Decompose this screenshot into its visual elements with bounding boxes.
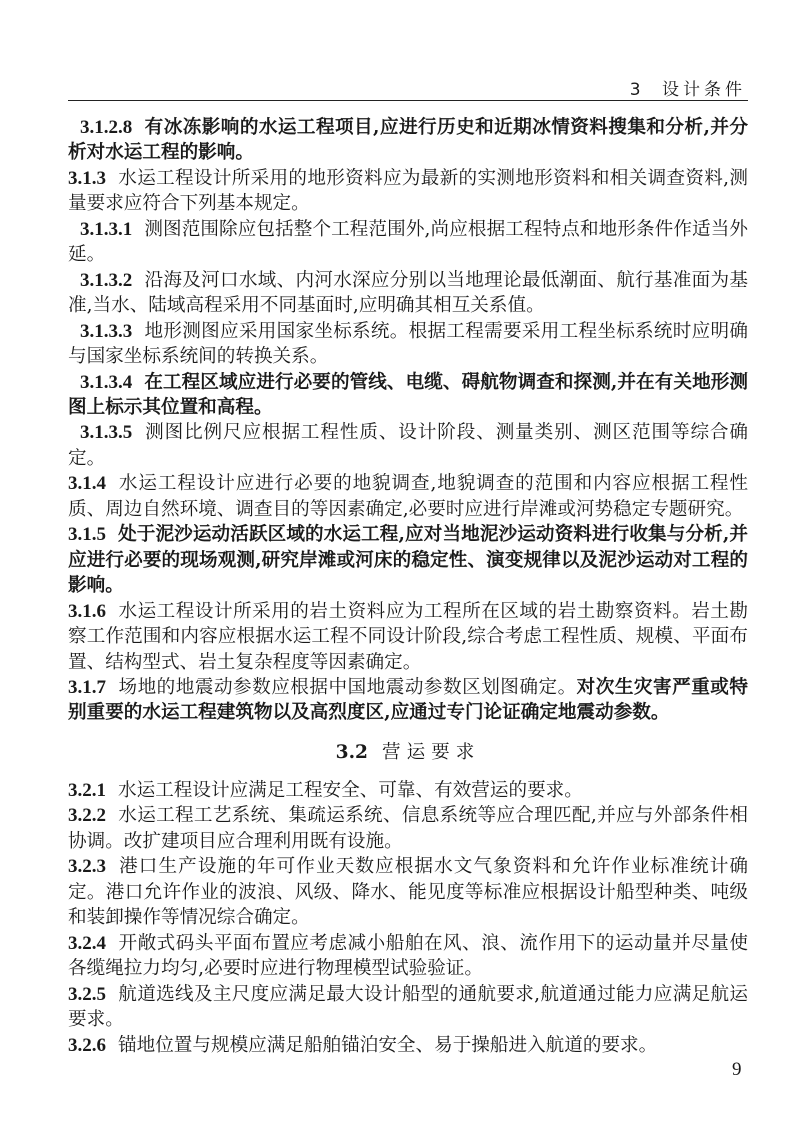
clause-number: 3.2.3 bbox=[68, 856, 106, 878]
clause-text: 水运工程设计所采用的岩土资料应为工程所在区域的岩土勘察资料。岩土勘察工作范围和内容应根据水运工程不同设计阶段,综合考虑工程性质、规模、平面布置、结构型式、岩土复杂程度等因素确定。 bbox=[68, 600, 748, 673]
clause-3-1-3-3 bbox=[68, 319, 748, 370]
clause-text: 测图范围除应包括整个工程范围外,尚应根据工程特点和地形条件作适当外延。 bbox=[68, 218, 748, 266]
section-3-2-clauses bbox=[68, 778, 748, 1058]
section-number: 3.2 bbox=[335, 742, 368, 763]
clause-3-1-2-8 bbox=[68, 115, 748, 166]
clause-text: 在工程区域应进行必要的管线、电缆、碍航物调查和探测,并在有关地形测图上标示其位置和高程。 bbox=[68, 371, 748, 418]
clause-number: 3.1.7 bbox=[68, 676, 106, 698]
clause-number: 3.1.4 bbox=[68, 473, 106, 495]
clause-text: 测图比例尺应根据工程性质、设计阶段、测量类别、测区范围等综合确定。 bbox=[68, 422, 748, 469]
chapter-number: 3 bbox=[629, 80, 645, 100]
clause-text: 场地的地震动参数应根据中国地震动参数区划图确定。 bbox=[118, 676, 577, 698]
clause-3-2-1 bbox=[68, 778, 748, 803]
clause-number: 3.1.3.3 bbox=[80, 320, 133, 342]
clause-text: 地形测图应采用国家坐标系统。根据工程需要采用工程坐标系统时应明确与国家坐标系统间的转换关系。 bbox=[68, 320, 748, 368]
clause-text: 有冰冻影响的水运工程项目,应进行历史和近期冰情资料搜集和分析,并分析对水运工程的影响。 bbox=[68, 117, 748, 164]
clause-text: 航道选线及主尺度应满足最大设计船型的通航要求,航道通过能力应满足航运要求。 bbox=[68, 983, 748, 1031]
clause-3-1-3 bbox=[68, 166, 748, 217]
clause-3-2-5 bbox=[68, 982, 748, 1033]
clause-number: 3.1.5 bbox=[68, 524, 106, 546]
clause-3-1-3-4 bbox=[68, 370, 748, 421]
clause-number: 3.1.3.1 bbox=[80, 218, 133, 240]
section-heading bbox=[68, 740, 748, 765]
clause-3-1-3-2 bbox=[68, 268, 748, 319]
clause-3-1-4 bbox=[68, 471, 748, 522]
clause-text: 锚地位置与规模应满足船舶锚泊安全、易于操船进入航道的要求。 bbox=[118, 1034, 658, 1056]
clause-number: 3.1.3 bbox=[68, 167, 106, 189]
page-number: 9 bbox=[732, 1059, 742, 1080]
clause-3-1-3-1 bbox=[68, 217, 748, 268]
clause-number: 3.1.3.2 bbox=[80, 269, 133, 291]
clause-3-1-7 bbox=[68, 675, 748, 726]
clause-text: 水运工程设计应进行必要的地貌调查,地貌调查的范围和内容应根据工程性质、周边自然环境、调查目的等因素确定,必要时应进行岸滩或河势稳定专题研究。 bbox=[68, 473, 748, 520]
header-rule bbox=[68, 100, 748, 101]
clause-3-2-6 bbox=[68, 1033, 748, 1058]
clause-text: 水运工程设计所采用的地形资料应为最新的实测地形资料和相关调查资料,测量要求应符合下列基本规定。 bbox=[68, 167, 748, 215]
section-3-1-clauses bbox=[68, 115, 748, 726]
clause-text: 水运工程设计应满足工程安全、可靠、有效营运的要求。 bbox=[118, 780, 583, 801]
clause-number: 3.2.4 bbox=[68, 932, 106, 954]
clause-3-1-6 bbox=[68, 599, 748, 675]
clause-number: 3.2.1 bbox=[68, 780, 106, 801]
clause-number: 3.1.3.5 bbox=[80, 422, 133, 444]
clause-3-1-3-5 bbox=[68, 420, 748, 471]
clause-text: 开敞式码头平面布置应考虑减小船舶在风、浪、流作用下的运动量并尽量使各缆绳拉力均匀,必要时应进行物理模型试验验证。 bbox=[68, 932, 748, 980]
clause-3-2-4 bbox=[68, 931, 748, 982]
clause-3-1-5 bbox=[68, 522, 748, 598]
clause-number: 3.2.5 bbox=[68, 983, 106, 1005]
clause-text: 处于泥沙运动活跃区域的水运工程,应对当地泥沙运动资料进行收集与分析,并应进行必要的现场观测,研究岸滩或河床的稳定性、演变规律以及泥沙运动对工程的影响。 bbox=[68, 524, 748, 597]
clause-number: 3.2.6 bbox=[68, 1034, 106, 1056]
clause-text-emphasis: 对次生灾害严重或特别重要的水运工程建筑物以及高烈度区,应通过专门论证确定地震动参数。 bbox=[68, 676, 748, 724]
clause-number: 3.1.3.4 bbox=[80, 371, 133, 393]
clause-number: 3.2.2 bbox=[68, 805, 106, 827]
clause-number: 3.1.6 bbox=[68, 600, 106, 622]
section-title: 营运要求 bbox=[381, 742, 481, 763]
clause-text: 港口生产设施的年可作业天数应根据水文气象资料和允许作业标准统计确定。港口允许作业的波浪、风级、降水、能见度等标准应根据设计船型种类、吨级和装卸操作等情况综合确定。 bbox=[68, 856, 748, 929]
clause-3-2-3 bbox=[68, 854, 748, 930]
clause-3-2-2 bbox=[68, 803, 748, 854]
chapter-title: 设计条件 bbox=[662, 80, 746, 100]
running-header bbox=[630, 75, 746, 100]
clause-text: 水运工程工艺系统、集疏运系统、信息系统等应合理匹配,并应与外部条件相协调。改扩建项目应合理利用既有设施。 bbox=[68, 805, 748, 852]
clause-number: 3.1.2.8 bbox=[80, 117, 133, 138]
clause-text: 沿海及河口水域、内河水深应分别以当地理论最低潮面、航行基准面为基准,当水、陆域高程采用不同基面时,应明确其相互关系值。 bbox=[68, 269, 748, 317]
